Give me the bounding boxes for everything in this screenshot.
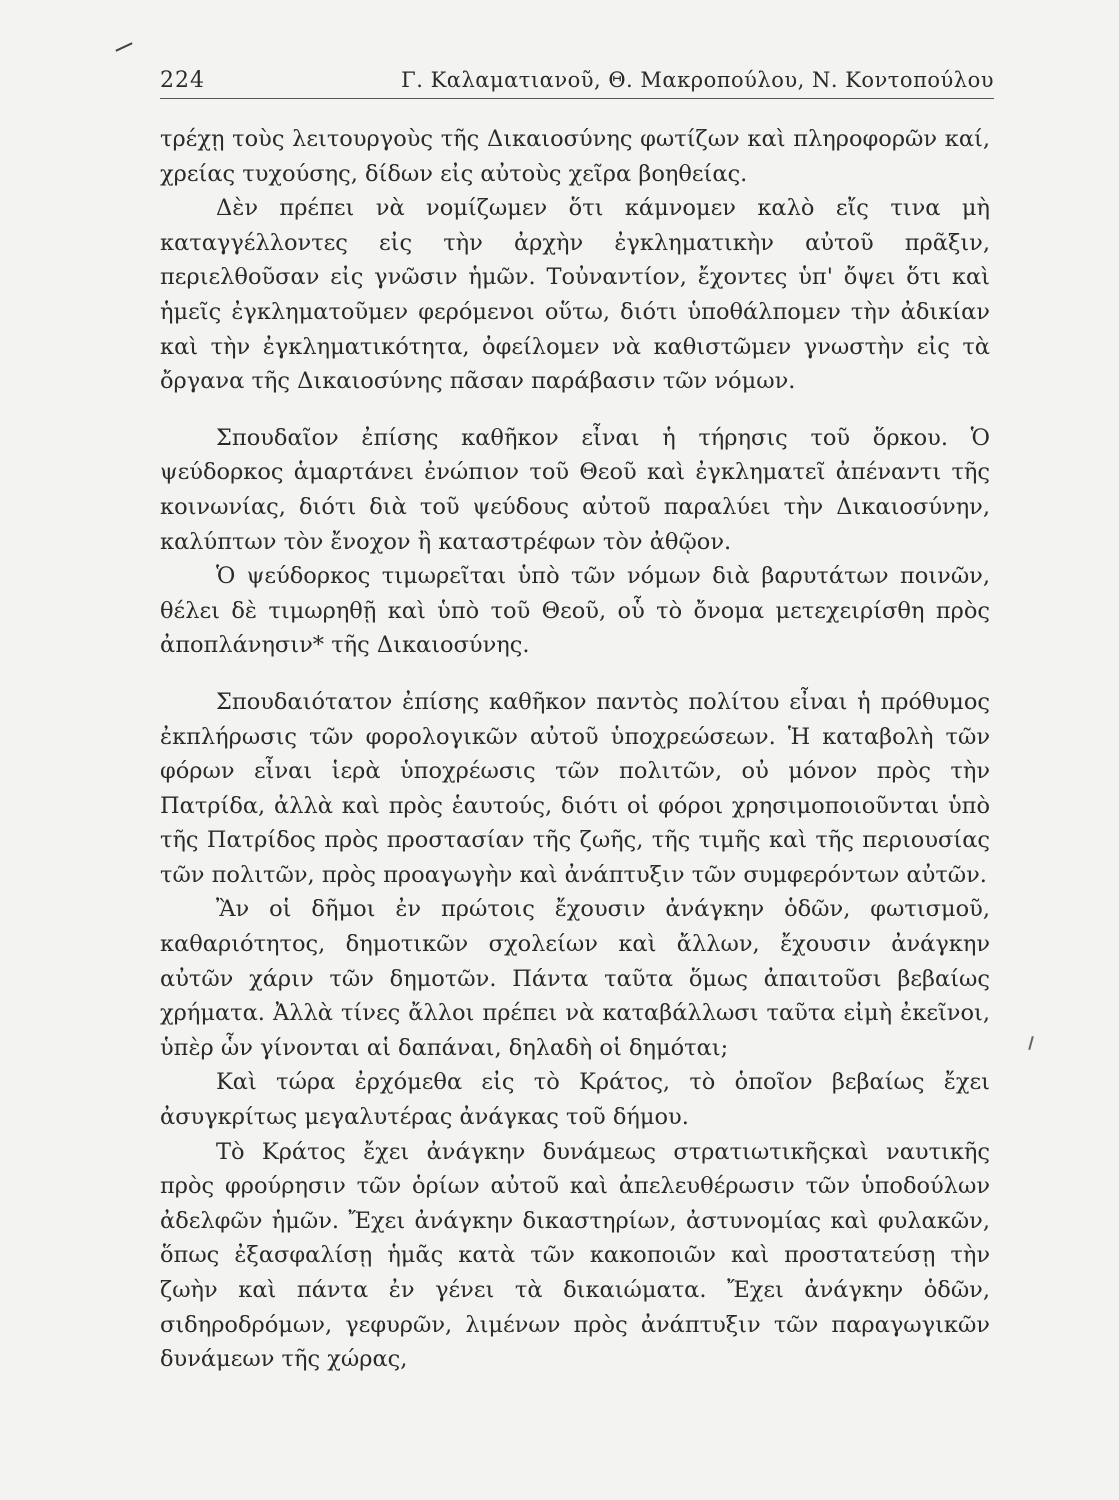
running-head: Γ. Καλαματιανοῦ, Θ. Μακροπούλου, Ν. Κοντοπούλου xyxy=(401,68,994,92)
paragraph: Τὸ Κράτος ἔχει ἀνάγκην δυνάμεως στρατιωτικῆςκαὶ ναυτικῆς πρὸς φρούρησιν τῶν ὁρίων αὐτοῦ καὶ ἀπελευθέρωσιν τῶν ὑποδούλων ἀδελφῶν ἡμῶν. Ἔχει ἀνάγκην δικαστηρίων, ἀστυνομίας καὶ φυλακῶν, ὅπως ἐξασφαλίσῃ ἡμᾶς κατὰ τῶν κακοποιῶν καὶ προστατεύσῃ τὴν ζωὴν καὶ πάντα ἐν γένει τὰ δικαιώματα. Ἔχει ἀνάγκην ὁδῶν, σιδηροδρόμων, γεφυρῶν, λιμένων πρὸς ἀνάπτυξιν τῶν παραγωγικῶν δυνάμεων τῆς χώρας, xyxy=(160,1138,990,1373)
paragraph: τρέχῃ τοὺς λειτουργοὺς τῆς Δικαιοσύνης φωτίζων καὶ πληροφορῶν καί, χρείας τυχούσης, δίδων εἰς αὐτοὺς χεῖρα βοηθείας. xyxy=(160,126,990,187)
pen-mark xyxy=(115,42,132,51)
margin-tick xyxy=(1028,1036,1034,1050)
paragraph: Καὶ τώρα ἐρχόμεθα εἰς τὸ Κράτος, τὸ ὁποῖον βεβαίως ἔχει ἀσυγκρίτως μεγαλυτέρας ἀνάγκας τοῦ δήμου. xyxy=(160,1069,990,1131)
paragraph: Σπουδαῖον ἐπίσης καθῆκον εἶναι ἡ τήρησις τοῦ ὅρκου. Ὁ ψεύδορκος ἁμαρτάνει ἐνώπιον τοῦ Θεοῦ καὶ ἐγκληματεῖ ἀπέναντι τῆς κοινωνίας, διότι διὰ τοῦ ψεύδους αὐτοῦ παραλύει τὴν Δικαιοσύνην, καλύπτων τὸν ἔνοχον ἢ καταστρέφων τὸν ἀθῷον. xyxy=(160,424,990,555)
paragraph: Δὲν πρέπει νὰ νομίζωμεν ὅτι κάμνομεν καλὸ εἴς τινα μὴ καταγγέλλοντες εἰς τὴν ἀρχὴν ἐγκληματικὴν αὐτοῦ πρᾶξιν, περιελθοῦσαν εἰς γνῶσιν ἡμῶν. Τοὐναντίον, ἔχοντες ὑπ' ὄψει ὅτι καὶ ἡμεῖς ἐγκληματοῦμεν φερόμενοι οὕτω, διότι ὑποθάλπομεν τὴν ἀδικίαν καὶ τὴν ἐγκληματικότητα, ὀφείλομεν νὰ καθιστῶμεν γνωστὴν εἰς τὰ ὄργανα τῆς Δικαιοσύνης πᾶσαν παράβασιν τῶν νόμων. xyxy=(160,195,990,395)
paragraph: Ὁ ψεύδορκος τιμωρεῖται ὑπὸ τῶν νόμων διὰ βαρυτάτων ποινῶν, θέλει δὲ τιμωρηθῇ καὶ ὑπὸ τοῦ Θεοῦ, οὗ τὸ ὄνομα μετεχειρίσθη πρὸς ἀποπλάνησιν* τῆς Δικαιοσύνης. xyxy=(160,563,990,659)
page-number: 224 xyxy=(160,68,205,93)
page-header xyxy=(160,64,994,99)
paragraph: Ἂν οἱ δῆμοι ἐν πρώτοις ἔχουσιν ἀνάγκην ὁδῶν, φωτισμοῦ, καθαριότητος, δημοτικῶν σχολείων καὶ ἄλλων, ἔχουσιν ἀνάγκην αὐτῶν χάριν τῶν δημοτῶν. Πάντα ταῦτα ὅμως ἀπαιτοῦσι βεβαίως χρήματα. Ἀλλὰ τίνες ἄλλοι πρέπει νὰ καταβάλλωσι ταῦτα εἰμὴ ἐκεῖνοι, ὑπὲρ ὧν γίνονται αἱ δαπάναι, δηλαδὴ οἱ δημόται; xyxy=(160,896,990,1061)
body-text xyxy=(160,122,990,1377)
paragraph: Σπουδαιότατον ἐπίσης καθῆκον παντὸς πολίτου εἶναι ἡ πρόθυμος ἐκπλήρωσις τῶν φορολογικῶν αὐτοῦ ὑποχρεώσεων. Ἡ καταβολὴ τῶν φόρων εἶναι ἱερὰ ὑποχρέωσις τῶν πολιτῶν, οὐ μόνον πρὸς τὴν Πατρίδα, ἀλλὰ καὶ πρὸς ἑαυτούς, διότι οἱ φόροι χρησιμοποιοῦνται ὑπὸ τῆς Πατρίδος πρὸς προστασίαν τῆς ζωῆς, τῆς τιμῆς καὶ τῆς περιουσίας τῶν πολιτῶν, πρὸς προαγωγὴν καὶ ἀνάπτυξιν τῶν συμφερόντων αὐτῶν. xyxy=(160,688,990,888)
